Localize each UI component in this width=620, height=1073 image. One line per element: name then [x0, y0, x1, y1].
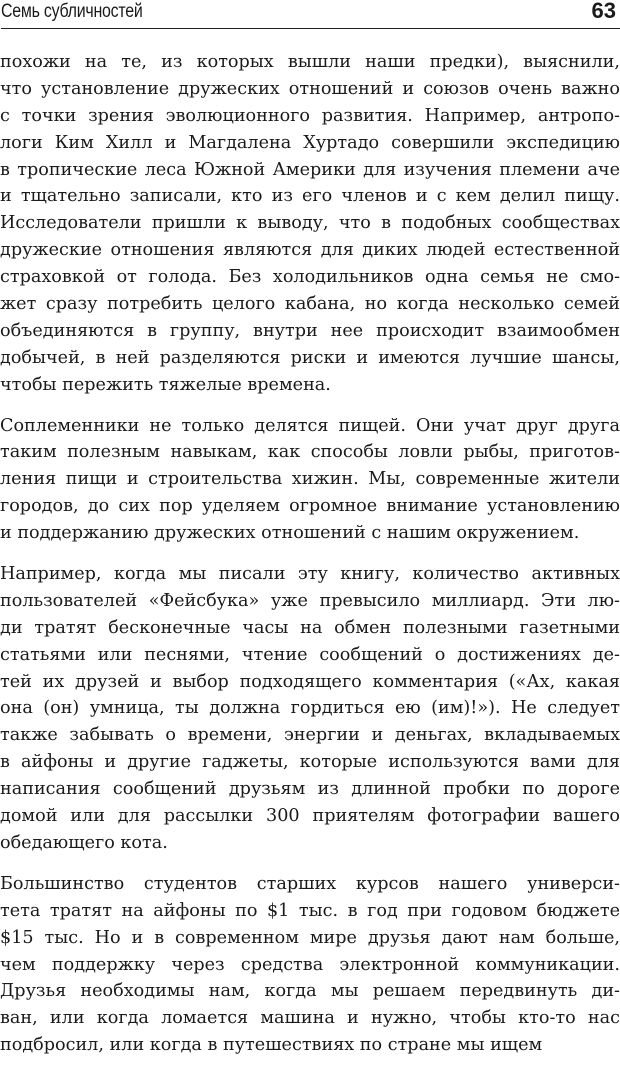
- text-line: домой или для рассылки 300 приятелям фотографии вашего: [0, 806, 620, 827]
- text-line: и поддержанию дружеских отношений с нашим окружением.: [0, 523, 580, 544]
- text-line: Соплеменники не только делятся пищей. Они учат друг друга: [0, 415, 620, 436]
- chapter-title: Семь субличностей: [1, 1, 143, 22]
- text-line: городов, до сих пор уделяем огромное внимание установлению: [0, 496, 620, 517]
- text-line: ди тратят бесконечные часы на обмен полезными газетными: [0, 617, 620, 638]
- page-number: 63: [591, 0, 616, 23]
- body-text: [0, 49, 620, 1073]
- running-header: [1, 0, 620, 29]
- text-line: ван, или когда ломается машина и нужно, чтобы кто-то нас: [0, 1008, 620, 1029]
- paragraph: [0, 871, 620, 1059]
- text-line: чтобы пережить тяжелые времена.: [0, 374, 331, 395]
- paragraph: [0, 49, 620, 399]
- text-line: подбросил, или когда в путешествиях по стране мы ищем: [0, 1035, 543, 1056]
- text-line: в айфоны и другие гаджеты, которые используются вами для: [0, 752, 620, 773]
- text-line: пользователей «Фейсбука» уже превысило миллиард. Эти лю-: [0, 590, 620, 611]
- text-line: тей их друзей и выбор подходящего комментария («Ах, какая: [0, 671, 620, 692]
- text-line: таким полезным навыкам, как способы ловли рыбы, приготов-: [0, 442, 620, 463]
- text-line: с точки зрения эволюционного развития. Например, антропо-: [0, 105, 620, 126]
- text-line: добычей, в ней разделяются риски и имеются лучшие шансы,: [0, 347, 620, 368]
- text-line: страховкой от голода. Без холодильников одна семья не смо-: [0, 267, 620, 288]
- text-line: $15 тыс. Но и в современном мире друзья дают нам больше,: [0, 927, 620, 948]
- text-line: чем поддержку через средства электронной коммуникации.: [0, 954, 620, 975]
- text-line: объединяются в группу, внутри нее происходит взаимообмен: [0, 320, 620, 341]
- text-line: похожи на те, из которых вышли наши предки), выяснили,: [0, 52, 620, 72]
- text-line: написания сообщений друзьям из длинной пробки по дороге: [0, 779, 620, 800]
- text-line: в тропические леса Южной Америки для изучения племени аче: [0, 159, 620, 180]
- text-line: также забывать о времени, энергии и деньгах, вкладываемых: [0, 725, 620, 746]
- text-line: дружеские отношения являются для диких людей естественной: [0, 240, 620, 261]
- paragraph: [0, 413, 620, 547]
- text-line: Друзья необходимы нам, когда мы решаем передвинуть ди-: [0, 981, 620, 1002]
- text-line: что установление дружеских отношений и союзов очень важно: [0, 78, 620, 99]
- paragraph: [0, 561, 620, 857]
- text-line: Большинство студентов старших курсов нашего универси-: [0, 873, 620, 894]
- text-line: статьями или песнями, чтение сообщений о достижениях де-: [0, 644, 620, 665]
- text-line: жет сразу потребить целого кабана, но когда несколько семей: [0, 294, 620, 315]
- text-line: Например, когда мы писали эту книгу, количество активных: [0, 564, 620, 585]
- text-line: обедающего кота.: [0, 832, 168, 853]
- text-line: ления пищи и строительства хижин. Мы, современные жители: [0, 469, 620, 490]
- text-line: и тщательно записали, кто из его членов и с кем делил пищу.: [0, 186, 620, 207]
- text-line: тета тратят на айфоны по $1 тыс. в год при годовом бюджете: [0, 900, 620, 921]
- text-line: Исследователи пришли к выводу, что в подобных сообществах: [0, 213, 620, 234]
- text-line: логи Ким Хилл и Магдалена Хуртадо совершили экспедицию: [0, 132, 620, 153]
- text-line: она (он) умница, ты должна гордиться ею (им)!»). Не следует: [0, 698, 620, 719]
